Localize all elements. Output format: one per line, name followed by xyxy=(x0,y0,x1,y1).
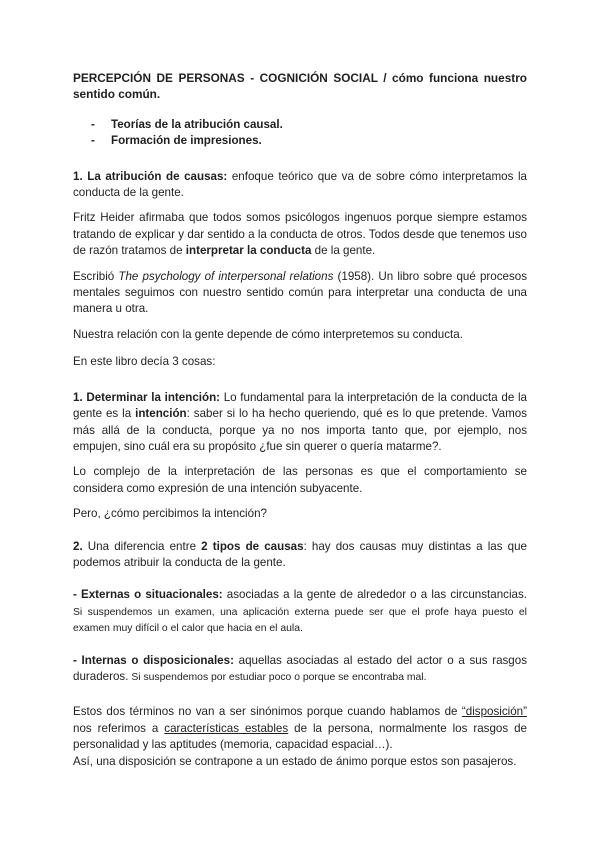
text: Lo fundamental para la interpretación de la conducta de la gente es la xyxy=(73,390,527,421)
underlined-term: “disposición” xyxy=(461,705,527,719)
topic-item xyxy=(91,117,527,133)
underlined-term: características estables xyxy=(164,721,289,735)
text: de la persona, normalmente los rasgos de personalidad y las aptitudes (memoria, capacidad espacial…). xyxy=(73,721,528,752)
item-heading: - Externas o situacionales: xyxy=(73,588,223,602)
bold-text: 2 tipos de causas xyxy=(201,539,304,553)
text: Estos dos términos no van a ser sinónimos porque cuando hablamos de xyxy=(73,705,462,719)
dash-marker: - xyxy=(91,134,95,148)
text: de la gente. xyxy=(311,244,376,258)
section-intention xyxy=(73,390,527,456)
paragraph-relation: Nuestra relación con la gente depende de cómo interpretemos su conducta. xyxy=(73,327,463,341)
paragraph-terms xyxy=(73,704,527,753)
topic-item xyxy=(91,133,527,149)
paragraph-contrast: Así, una disposición se contrapone a un estado de ánimo porque estos son pasajeros. xyxy=(73,754,517,768)
text: nos referimos a xyxy=(73,721,165,735)
section-heading: 1. La atribución de causas: xyxy=(73,169,228,183)
text: : hay dos causas muy distintas a las que podemos atribuir la conducta de la gente. xyxy=(73,539,528,569)
item-heading: - Internas o disposicionales: xyxy=(73,653,234,667)
paragraph-book xyxy=(73,269,527,318)
text: (1958). Un libro sobre qué procesos mentales seguimos con nuestro sentido común para interpretar una conducta de una manera u otra. xyxy=(73,269,527,316)
bold-text: intención xyxy=(135,407,187,421)
section-cause-types xyxy=(73,539,527,572)
section-heading: 1. Determinar la intención: xyxy=(73,390,221,404)
topic-text: Teorías de la atribución causal. xyxy=(111,117,283,131)
paragraph-three-things: En este libro decía 3 cosas: xyxy=(73,355,216,369)
book-title: The psychology of interpersonal relations xyxy=(118,269,334,283)
paragraph-complex: Lo complejo de la interpretación de las personas es que el comportamiento se considera como expresión de una intención subyacente. xyxy=(73,465,527,495)
topic-list xyxy=(73,117,527,150)
dash-marker: - xyxy=(91,117,95,131)
section-text: enfoque teórico que va de sobre cómo interpretamos la conducta de la gente. xyxy=(73,169,527,200)
text: Escribió xyxy=(73,269,119,283)
item-internal xyxy=(73,653,527,686)
item-external xyxy=(73,587,527,636)
text: aquellas asociadas al estado del actor o a sus rasgos duraderos. xyxy=(73,653,528,683)
example-text: Si suspendemos por estudiar poco o porque se encontraba mal. xyxy=(128,671,427,683)
bold-text: interpretar la conducta xyxy=(185,244,312,258)
document-title: PERCEPCIÓN DE PERSONAS - COGNICIÓN SOCIAL / cómo funciona nuestro sentido común. xyxy=(73,71,527,102)
paragraph-question: Pero, ¿cómo percibimos la intención? xyxy=(73,507,267,521)
document-page xyxy=(73,70,527,770)
example-text: Si suspendemos un examen, una aplicación externa puede ser que el profe haya puesto el examen muy difícil o el calor que hacia en el aula. xyxy=(73,606,527,635)
paragraph-heider xyxy=(73,210,527,259)
text: Fritz Heider afirmaba que todos somos psicólogos ingenuos porque siempre estamos tratando de explicar y dar sentido a la conducta de otros. Todos desde que tenemos uso de razón tratamos de xyxy=(73,211,527,258)
text: asociadas a la gente de alrededor o a las circunstancias. xyxy=(222,588,527,602)
text: : saber si lo ha hecho queriendo, qué es lo que pretende. Vamos más allá de la conducta, porque ya no nos importa tanto que, por ejemplo, nos empujen, sino cuál era su propósito ¿fue sin querer o quería matarme?. xyxy=(73,407,527,453)
topic-text: Formación de impresiones. xyxy=(111,134,262,148)
text: Una diferencia entre xyxy=(82,539,202,553)
section-attribution xyxy=(73,169,527,202)
section-number: 2. xyxy=(73,539,83,553)
